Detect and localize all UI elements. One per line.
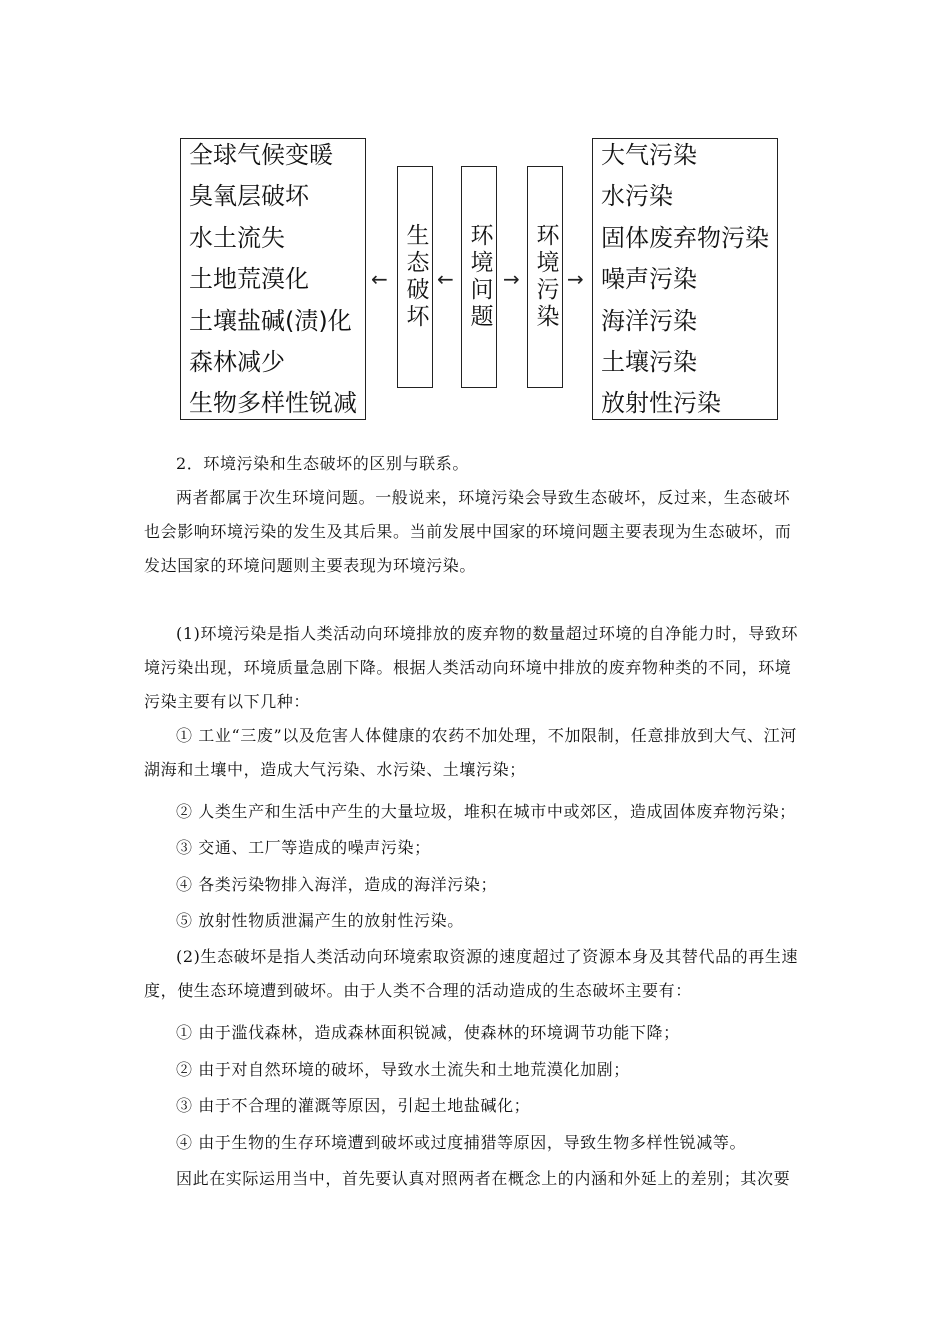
list-item: ④ 由于生物的生存环境遭到破坏或过度捕猎等原因，导致生物多样性锐减等。: [176, 1133, 747, 1152]
box-environmental-problem: [461, 166, 497, 388]
arrow-left-2: ←: [437, 267, 454, 291]
list-item: 固体废弃物污染: [601, 224, 769, 252]
paragraph: (2)生态破坏是指人类活动向环境索取资源的速度超过了资源本身及其替代品的再生速度，使生态环境遭到破坏。由于人类不合理的活动造成的生态破坏主要有：: [144, 947, 799, 1000]
arrow-right-1: →: [503, 267, 520, 291]
arrow-left-1: ←: [371, 267, 388, 291]
ecological-destruction-list: [180, 138, 366, 420]
list-item: 生物多样性锐减: [189, 389, 357, 417]
list-item: ① 工业“三废”以及危害人体健康的农药不加处理，不加限制，任意排放到大气、江河湖海和土壤中，造成大气污染、水污染、土壤污染；: [144, 726, 797, 779]
list-item: ④ 各类污染物排入海洋，造成的海洋污染；: [176, 875, 498, 894]
list-item: 土壤盐碱(渍)化: [189, 307, 352, 335]
list-item: ② 人类生产和生活中产生的大量垃圾，堆积在城市中或郊区，造成固体废弃物污染；: [176, 802, 796, 821]
box-environmental-pollution: [527, 166, 563, 388]
list-item: 大气污染: [601, 141, 697, 169]
list-item: 土壤污染: [601, 348, 697, 376]
list-item: 森林减少: [189, 348, 285, 376]
paragraph: 两者都属于次生环境问题。一般说来，环境污染会导致生态破坏，反过来，生态破坏也会影响环境污染的发生及其后果。当前发展中国家的环境问题主要表现为生态破坏，而发达国家的环境问题则主要表现为环境污染。: [144, 488, 792, 575]
list-item: 全球气候变暖: [189, 141, 333, 169]
list-item: ⑤ 放射性物质泄漏产生的放射性污染。: [176, 911, 464, 930]
box-ecological-destruction: [397, 166, 433, 388]
list-item: ③ 由于不合理的灌溉等原因，引起土地盐碱化；: [176, 1096, 531, 1115]
box-environmental-pollution-label: 环境污染: [532, 223, 559, 331]
list-item: 噪声污染: [601, 265, 697, 293]
list-item: 海洋污染: [601, 307, 697, 335]
paragraph: 因此在实际运用当中，首先要认真对照两者在概念上的内涵和外延上的差别；其次要: [176, 1169, 791, 1188]
list-item: ② 由于对自然环境的破坏，导致水土流失和土地荒漠化加剧；: [176, 1060, 630, 1079]
box-ecological-destruction-label: 生态破坏: [402, 223, 429, 331]
list-item: 臭氧层破坏: [189, 182, 309, 210]
box-environmental-problem-label: 环境问题: [466, 223, 493, 331]
list-item: 水污染: [601, 182, 673, 210]
list-item: ① 由于滥伐森林，造成森林面积锐减，使森林的环境调节功能下降；: [176, 1023, 680, 1042]
list-item: 放射性污染: [601, 389, 721, 417]
list-item: 土地荒漠化: [189, 265, 309, 293]
section-heading: 2．环境污染和生态破坏的区别与联系。: [176, 454, 469, 473]
environmental-pollution-list: [592, 138, 778, 420]
list-item: ③ 交通、工厂等造成的噪声污染；: [176, 838, 431, 857]
arrow-right-2: →: [567, 267, 584, 291]
list-item: 水土流失: [189, 224, 285, 252]
paragraph: (1)环境污染是指人类活动向环境排放的废弃物的数量超过环境的自净能力时，导致环境污染出现，环境质量急剧下降。根据人类活动向环境中排放的废弃物种类的不同，环境污染主要有以下几种：: [144, 624, 799, 711]
